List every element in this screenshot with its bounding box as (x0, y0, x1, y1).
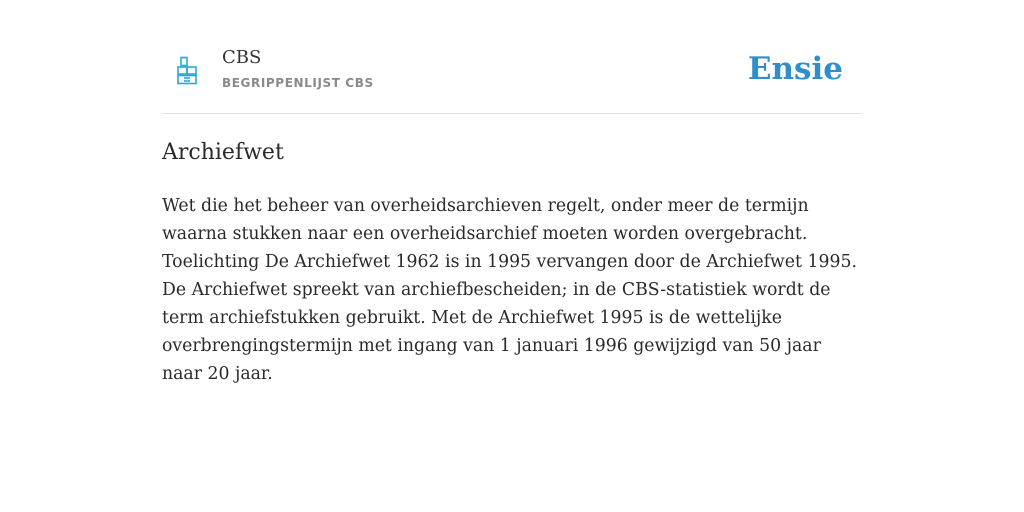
term-definition: Wet die het beheer van overheidsarchieven regelt, onder meer de termijn waarna stukken naar een overheidsarchief moeten worden overgebracht. Toelichting De Archiefwet 1962 is in 1995 vervangen door de Archiefwet 1995. De Archiefwet spreekt van archiefbescheiden; in de CBS-statistiek wordt de term archiefstukken gebruikt. Met de Archiefwet 1995 is de wettelijke overbrengingstermijn met ingang van 1 januari 1996 gewijzigd van 50 jaar naar 20 jaar. (162, 196, 857, 384)
brand-name: CBS (222, 47, 262, 68)
page (162, 0, 862, 388)
ensie-logo-link[interactable]: Ensie (747, 51, 843, 87)
cbs-logo-icon[interactable] (176, 56, 198, 86)
header (162, 0, 862, 114)
brand-subtitle: BEGRIPPENLIJST CBS (222, 76, 374, 90)
term-title: Archiefwet (162, 140, 284, 165)
